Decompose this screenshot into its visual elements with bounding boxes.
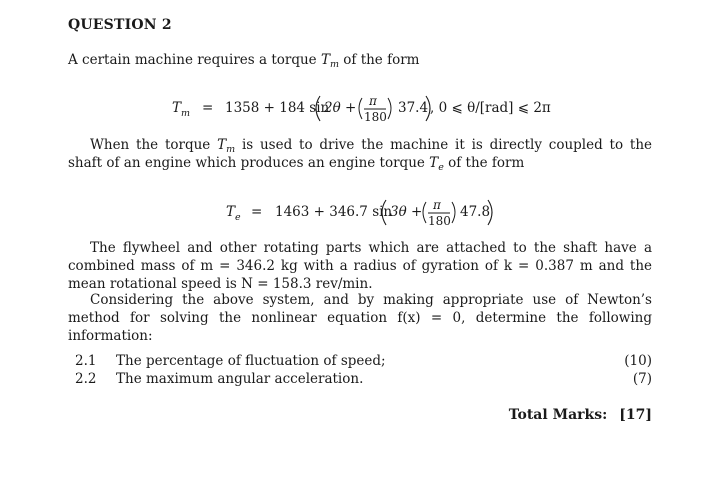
eq1-pi: π [369, 94, 377, 108]
eq1-lhs-sub: m [181, 108, 191, 119]
question-marks: (7) [632, 371, 652, 387]
question-number: 2.1 [75, 353, 97, 369]
eq1-lhs: T [172, 100, 182, 116]
paragraph-engine: When the torque $T_m$ is used to drive the machine it is directly coupled to the shaft of an engine which produces an engine torque $T_e$ of the form [68, 137, 653, 173]
eq2-angle: 47.8 [460, 204, 491, 220]
paragraph-newton-method: Considering the above system, and by making appropriate use of Newton’s method for solving the nonlinear equation f(x) = 0, determine the following information: [68, 292, 652, 344]
eq1-denominator: 180 [364, 110, 387, 124]
total-marks-label: Total Marks: [508, 407, 608, 423]
eq1-angle: 37.4 [398, 100, 429, 116]
equation-engine-torque [68, 192, 652, 232]
total-marks [509, 406, 652, 424]
eq2-rhs-const: 1463 + 346.7 sin [275, 204, 393, 220]
paragraph-flywheel: The flywheel and other rotating parts which are attached to the shaft have a combined mass of m = 346.2 kg with a radius of gyration of k = 0.387 m and the mean rotational speed is N = 158.3 rev/min. [68, 240, 652, 292]
eq2-three-theta: 3θ + [390, 204, 423, 220]
question-marks: (10) [624, 353, 652, 369]
question-number: 2.2 [75, 371, 97, 387]
equation-machine-torque [68, 88, 652, 128]
total-marks-value: [17] [619, 407, 652, 423]
question-list [68, 352, 652, 388]
eq2-lhs-sub: e [235, 212, 241, 223]
question-item [68, 352, 652, 370]
eq1-two-theta: 2θ + [324, 100, 357, 116]
question-text: The percentage of fluctuation of speed; [116, 353, 386, 369]
paragraph-intro: A certain machine requires a torque $T_m$ of the form [68, 52, 420, 70]
eq2-denominator: 180 [428, 214, 451, 228]
eq2-lhs: T [226, 204, 236, 220]
question-text: The maximum angular acceleration. [116, 371, 364, 387]
eq2-equals: = [251, 204, 263, 220]
eq1-rhs-const: 1358 + 184 sin [225, 100, 330, 116]
eq1-equals: = [202, 100, 214, 116]
question-heading: QUESTION 2 [68, 17, 172, 33]
eq2-pi: π [433, 198, 441, 212]
eq1-range: , 0 ⩽ θ/[rad] ⩽ 2π [430, 100, 551, 116]
question-item [68, 370, 652, 388]
